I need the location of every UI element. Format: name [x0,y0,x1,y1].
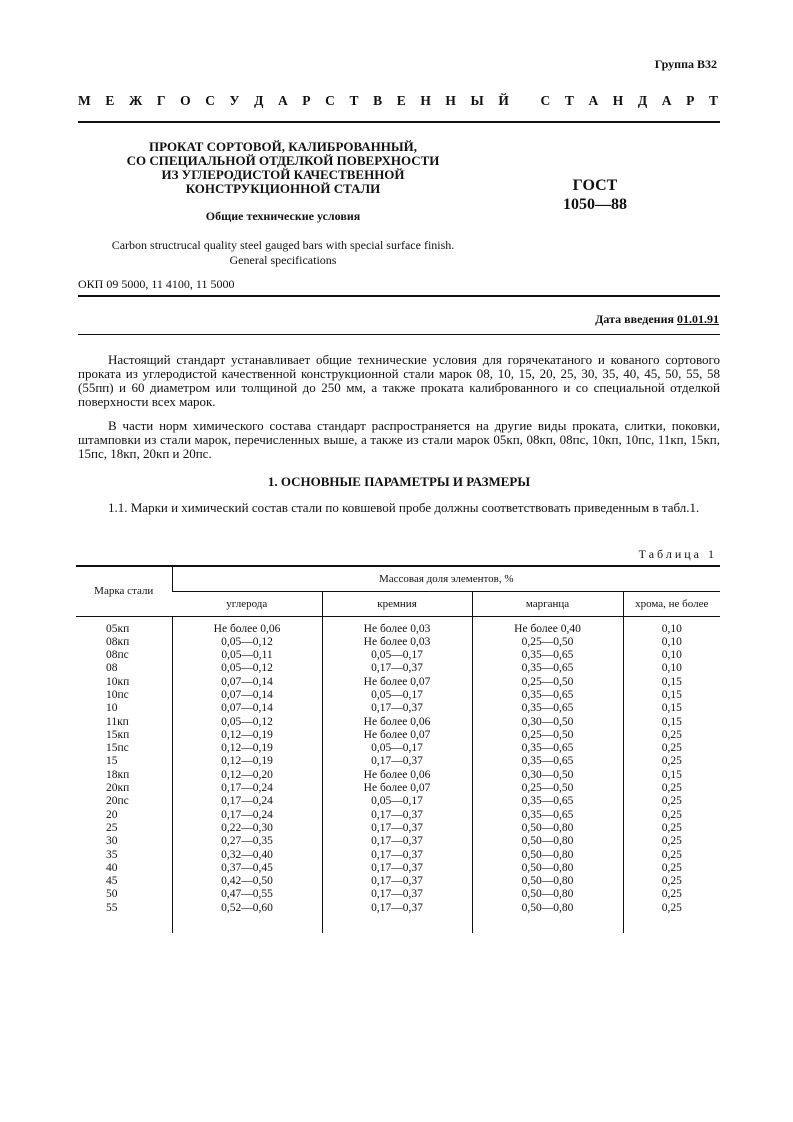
table-cell: 0,25—0,50 [521,782,574,795]
table-cell: 0,25 [661,742,682,755]
banner-letter: Р [686,93,695,108]
banner-letter: О [180,93,191,108]
table-cell: 0,17—0,37 [371,861,423,874]
table-cell: 0,05—0,11 [221,649,273,662]
table-cell: 0,30—0,50 [521,715,574,728]
gost-label: ГОСТ [572,177,618,194]
banner-letter: С [205,93,215,108]
table-cell: 0,17—0,37 [371,835,423,848]
table-cell: 0,15 [661,702,682,715]
english-line: Carbon structrucal quality steel gauged bars with special surface finish. [111,238,455,252]
table-cell: 0,17—0,37 [371,808,423,821]
table-cell: 0,25—0,50 [521,635,574,648]
table-cell: 0,10 [661,635,682,648]
banner-letter: Ы [470,93,484,108]
table-cell: 0,05—0,17 [371,688,423,701]
gost-designation [540,176,650,214]
table-cell: 0,25 [661,888,682,901]
banner-letter: Д [254,93,264,108]
table-cell: Не более 0,06 [363,768,431,781]
table-cell: 08пс [106,649,129,662]
banner-letter: А [588,93,599,108]
intro-text: В части норм химического состава стандарт распространяется на другие виды проката, слитки, поковки, штамповки из стали марок, перечисленных выше, а также из стали марок 05кп, 08кп, 08пс, 10кп, 10пс, 11кп, 15кп, 15пс, 18кп, 20кп и 20пс. [78,418,720,461]
banner-letter: С [325,93,335,108]
intro-text: Настоящий стандарт устанавливает общие технические условия для горячекатаного и кованого сортового проката из углеродистой качественной конструкционной стали марок 08, 10, 15, 20, 25, 30, 35, 40, 45, 50, 55, 58 (55пп) и 60 диаметром или толщиной до 250 мм, а также проката калиброванного и со специальной отделкой поверхности всех марок. [78,352,720,409]
date-value: 01.01.91 [677,312,719,326]
grade-header: Марка стали [94,585,154,598]
table-cell: 20кп [106,782,130,795]
title-line: ПРОКАТ СОРТОВОЙ, КАЛИБРОВАННЫЙ, [148,139,418,154]
table-cell: 0,17—0,37 [371,755,423,768]
table-cell: 0,15 [661,768,682,781]
table-cell: 0,50—0,80 [521,861,574,874]
banner-letter: Т [564,93,574,108]
table-cell: 0,25 [661,821,682,834]
english-title [78,238,488,268]
table-cell: 0,05—0,17 [371,742,423,755]
table-cell: Не более 0,06 [363,715,431,728]
table-cell: Не более 0,40 [514,622,581,635]
table-cell: 0,17—0,37 [371,662,423,675]
table-cell: 0,05—0,12 [221,662,273,675]
grade-column [76,616,172,933]
banner-letter: Н [612,93,624,108]
table-cell: 0,15 [661,715,682,728]
table-cell: 0,35—0,65 [521,755,574,768]
banner-letter: Н [420,93,431,108]
intro-paragraph [78,419,720,461]
table-cell: 0,50—0,80 [521,821,574,834]
table-cell: 0,25 [661,808,682,821]
table-cell: 0,50—0,80 [521,835,574,848]
table-caption: Таблица 1 [638,547,717,561]
carbon-column [172,616,322,933]
table-cell: 0,35—0,65 [521,688,574,701]
table-cell: 0,12—0,20 [221,768,273,781]
banner-letter: Й [498,93,509,108]
manganese-column [472,616,623,933]
table-cell: 0,17—0,37 [371,848,423,861]
table-cell: 05кп [106,622,130,635]
table-cell: 0,10 [661,649,682,662]
table-cell: 0,25 [661,782,682,795]
table-cell: 0,12—0,19 [221,728,273,741]
table-cell: 0,35—0,65 [521,742,574,755]
table-cell: Не более 0,03 [363,622,431,635]
date-rule [78,334,720,335]
table-cell: 0,25 [661,728,682,741]
table-cell: 0,42—0,50 [221,875,273,888]
table-cell: 0,07—0,14 [221,702,273,715]
table-cell: 15пс [106,742,129,755]
effective-date [595,312,719,327]
banner-letter: Т [708,93,718,108]
column-header: кремния [322,591,472,616]
table-cell: 0,35—0,65 [521,662,574,675]
banner-letter: Н [445,93,456,108]
clause-text: 1.1. Марки и химический состав стали по ковшевой пробе должны соответствовать приведенным в табл.1. [108,500,700,515]
column-header: хрома, не более [623,591,720,616]
clause-paragraph [78,501,720,515]
table-cell: 0,17—0,37 [371,821,423,834]
table-cell: 0,35—0,65 [521,795,574,808]
banner-letter: У [229,93,240,108]
table-cell: 50 [106,888,118,901]
title-line: КОНСТРУКЦИОННОЙ СТАЛИ [185,181,381,196]
table-cell: 0,25 [661,901,682,914]
table-cell: 0,25 [661,755,682,768]
table-cell: 55 [106,901,118,914]
standard-banner [78,93,718,109]
banner-word-interstate [78,93,509,109]
table-cell: 0,17—0,37 [371,702,423,715]
group-header: Массовая доля элементов, % [172,566,720,591]
table-cell: Не более 0,06 [213,622,281,635]
table-cell: 0,50—0,80 [521,901,574,914]
table-cell: 0,25 [661,875,682,888]
composition-table [76,565,720,933]
table-cell: 08 [106,662,118,675]
table-cell: 0,17—0,37 [371,888,423,901]
table-cell: 35 [106,848,118,861]
okp-codes: ОКП 09 5000, 11 4100, 11 5000 [78,277,235,291]
table-cell: 0,17—0,37 [371,875,423,888]
silicon-column [322,616,472,933]
table-cell: 0,35—0,65 [521,808,574,821]
table-cell: 0,10 [661,662,682,675]
table-cell: 0,27—0,35 [221,835,273,848]
table-cell: 0,12—0,19 [221,742,273,755]
top-rule [78,121,720,123]
banner-letter: Д [637,93,648,108]
table-cell: 30 [106,835,118,848]
table-cell: 0,07—0,14 [221,675,273,688]
chromium-column [623,616,720,933]
table-cell: 0,05—0,12 [221,715,273,728]
table-cell: 25 [106,821,118,834]
table-cell: 18кп [106,768,130,781]
table-cell: 0,17—0,37 [371,901,423,914]
table-cell: 45 [106,875,118,888]
table-cell: 0,05—0,17 [371,649,423,662]
table-cell: 15 [106,755,118,768]
banner-letter: Т [349,93,359,108]
table-cell: 0,25—0,50 [521,675,574,688]
group-code: Группа В32 [654,57,717,71]
table-cell: 0,50—0,80 [521,848,574,861]
title-line: ИЗ УГЛЕРОДИСТОЙ КАЧЕСТВЕННОЙ [161,167,405,182]
table-cell: 0,50—0,80 [521,888,574,901]
table-cell: 0,32—0,40 [221,848,273,861]
table-cell: Не более 0,07 [363,728,431,741]
table-cell: 20 [106,808,118,821]
table-cell: 20пс [106,795,129,808]
table-cell: 0,05—0,12 [221,635,273,648]
english-line: General specifications [229,253,337,267]
table-cell: 0,25 [661,835,682,848]
table-cell: 40 [106,861,118,874]
table-cell: 10кп [106,675,130,688]
gost-number: 1050—88 [563,196,627,213]
table-cell: 0,05—0,17 [371,795,423,808]
table-cell: 0,10 [661,622,682,635]
column-header: марганца [472,591,623,616]
banner-letter: М [78,93,91,108]
banner-letter: Ж [128,93,143,108]
table-cell: Не более 0,03 [363,635,431,648]
table-cell: 0,50—0,80 [521,875,574,888]
table-cell: 0,47—0,55 [221,888,273,901]
document-title [78,140,488,196]
table-cell: 0,35—0,65 [521,702,574,715]
table-cell: 0,25 [661,795,682,808]
banner-letter: Г [156,93,166,108]
document-subtitle: Общие технические условия [205,209,361,223]
table-cell: 10пс [106,688,129,701]
table-cell: 10 [106,702,118,715]
table-cell: 0,35—0,65 [521,649,574,662]
section-heading: 1. ОСНОВНЫЕ ПАРАМЕТРЫ И РАЗМЕРЫ [267,474,531,489]
table-cell: 0,15 [661,675,682,688]
table-cell: 08кп [106,635,130,648]
table-cell: 0,12—0,19 [221,755,273,768]
title-line: СО СПЕЦИАЛЬНОЙ ОТДЕЛКОЙ ПОВЕРХНОСТИ [126,153,440,168]
table-cell: 0,17—0,24 [221,808,273,821]
table-cell: Не более 0,07 [363,675,431,688]
table-cell: 0,25 [661,848,682,861]
date-label: Дата введения [595,312,674,326]
table-cell: 0,17—0,24 [221,795,273,808]
table-cell: 0,25—0,50 [521,728,574,741]
banner-letter: А [277,93,288,108]
table-cell: 0,15 [661,688,682,701]
banner-letter: В [373,93,383,108]
banner-letter: Е [396,93,406,108]
table-cell: 0,17—0,24 [221,782,273,795]
table-cell: 0,25 [661,861,682,874]
banner-word-standard [541,93,719,109]
table-cell: 11кп [106,715,129,728]
banner-letter: Е [105,93,115,108]
table-cell: 0,07—0,14 [221,688,273,701]
table-cell: 0,37—0,45 [221,861,273,874]
banner-letter: Р [302,93,311,108]
column-header: углерода [226,597,268,610]
banner-letter: С [540,93,551,108]
okp-rule [78,295,720,297]
table-cell: Не более 0,07 [363,782,431,795]
table-cell: 15кп [106,728,130,741]
table-cell: 0,30—0,50 [521,768,574,781]
banner-letter: А [661,93,672,108]
table-cell: 0,22—0,30 [221,821,273,834]
table-cell: 0,52—0,60 [221,901,273,914]
intro-paragraph [78,353,720,409]
